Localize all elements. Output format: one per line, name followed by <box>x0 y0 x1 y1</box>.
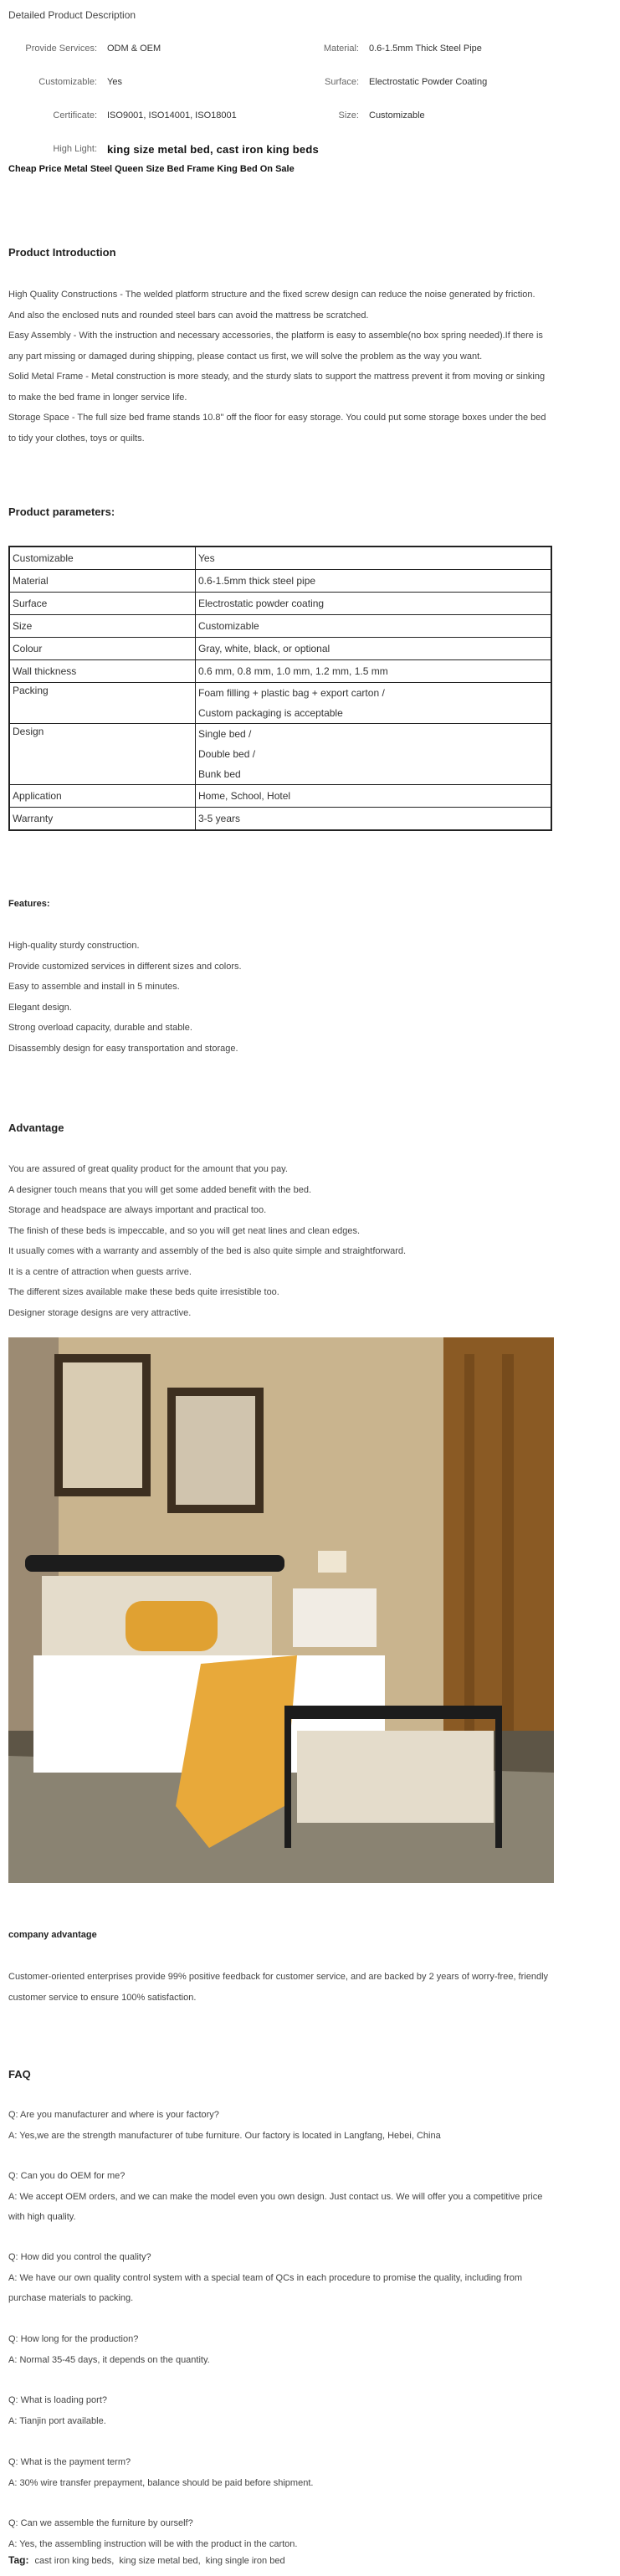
spec-table <box>8 32 535 166</box>
product-name: Cheap Price Metal Steel Queen Size Bed Frame King Bed On Sale <box>8 164 295 174</box>
faq-question: Q: What is the payment term? <box>8 2457 131 2467</box>
advantage-heading: Advantage <box>8 1121 64 1134</box>
faq-item <box>8 2166 611 2228</box>
tag-link[interactable]: cast iron king beds <box>34 2556 112 2566</box>
param-value: Yes <box>196 547 552 570</box>
param-value: 0.6-1.5mm thick steel pipe <box>196 570 552 593</box>
faq-item <box>8 2105 611 2146</box>
spec-label: Customizable: <box>38 77 97 87</box>
params-table <box>8 546 552 831</box>
param-value: Electrostatic powder coating <box>196 593 552 615</box>
faq-answer: with high quality. <box>8 2212 76 2222</box>
table-row <box>9 724 551 785</box>
spec-row <box>8 99 535 132</box>
photo-footboard-post <box>284 1706 291 1848</box>
param-value: Gray, white, black, or optional <box>196 638 552 660</box>
table-row <box>9 808 551 831</box>
feature-item: Elegant design. <box>8 1002 72 1013</box>
tag-label: Tag: <box>8 2554 29 2566</box>
faq-answer: A: Yes, the assembling instruction will be with the product in the carton. <box>8 2538 298 2549</box>
intro-line: And also the enclosed nuts and rounded steel bars can avoid the mattress be scratched. <box>8 310 369 321</box>
company-text <box>8 1967 611 2008</box>
param-value: Customizable <box>196 615 552 638</box>
spec-label: Provide Services: <box>25 44 97 54</box>
intro-line: Easy Assembly - With the instruction and necessary accessories, the platform is easy to assemble(no box spring needed).If there is <box>8 331 543 341</box>
bedroom-photo-illustration <box>8 1337 554 1883</box>
faq-answer: A: 30% wire transfer prepayment, balance should be paid before shipment. <box>8 2477 314 2488</box>
faq-question: Q: Can we assemble the furniture by ourself? <box>8 2518 193 2528</box>
param-value: 0.6 mm, 0.8 mm, 1.0 mm, 1.2 mm, 1.5 mm <box>196 660 552 683</box>
company-heading: company advantage <box>8 1930 97 1940</box>
faq-question: Q: How long for the production? <box>8 2334 139 2344</box>
faq-answer: A: We have our own quality control system with a special team of QCs in each procedure to promise the quality, including from <box>8 2272 523 2283</box>
param-value: 3-5 years <box>196 808 552 831</box>
photo-pillow <box>126 1601 218 1651</box>
spec-row <box>8 65 535 99</box>
faq-question: Q: How did you control the quality? <box>8 2252 151 2262</box>
table-row <box>9 785 551 808</box>
table-row <box>9 570 551 593</box>
param-value: Single bed / Double bed / Bunk bed <box>196 724 552 785</box>
company-line: Customer-oriented enterprises provide 99% positive feedback for customer service, and are backed by 2 years of worry-free, friendly <box>8 1972 549 1982</box>
photo-curtain-fold <box>502 1354 514 1731</box>
table-row <box>9 638 551 660</box>
spec-value: 0.6-1.5mm Thick Steel Pipe <box>369 44 482 54</box>
param-key: Wall thickness <box>9 660 196 683</box>
faq-item <box>8 2452 611 2493</box>
spec-value: ISO9001, ISO14001, ISO18001 <box>107 110 237 121</box>
spec-value: Yes <box>107 77 122 87</box>
faq-answer: A: Yes,we are the strength manufacturer of tube furniture. Our factory is located in Langfang, Hebei, China <box>8 2130 441 2141</box>
faq-item <box>8 2329 611 2370</box>
intro-line: Storage Space - The full size bed frame stands 10.8" off the floor for easy storage. You could put some storage boxes under the bed <box>8 413 546 423</box>
param-key: Size <box>9 615 196 638</box>
tag-link[interactable]: king single iron bed <box>205 2556 285 2566</box>
table-row <box>9 593 551 615</box>
tag-list: Tag: cast iron king beds, king size metal bed, king single iron bed <box>8 2554 285 2566</box>
advantage-item: It is a centre of attraction when guests arrive. <box>8 1266 192 1277</box>
param-key: Material <box>9 570 196 593</box>
param-key: Warranty <box>9 808 196 831</box>
faq-item <box>8 2513 611 2554</box>
photo-frame-left-inner <box>63 1362 142 1488</box>
features-list <box>8 936 611 1059</box>
advantage-item: Storage and headspace are always important and practical too. <box>8 1205 267 1215</box>
params-heading: Product parameters: <box>8 505 115 518</box>
faq-item <box>8 2390 611 2431</box>
advantage-item: You are assured of great quality product for the amount that you pay. <box>8 1164 288 1174</box>
feature-item: Provide customized services in different sizes and colors. <box>8 961 242 972</box>
table-row <box>9 683 551 724</box>
photo-frame-right-inner <box>176 1396 255 1505</box>
param-key: Packing <box>9 683 196 724</box>
faq-question: Q: Are you manufacturer and where is your factory? <box>8 2110 219 2120</box>
faq-question: Q: What is loading port? <box>8 2395 108 2405</box>
param-key: Colour <box>9 638 196 660</box>
photo-curtain <box>443 1337 554 1731</box>
spec-value: ODM & OEM <box>107 44 161 54</box>
faq-answer: A: We accept OEM orders, and we can make the model even you own design. Just contact us. We will offer you a competitive price <box>8 2191 543 2202</box>
faq-item <box>8 2247 611 2309</box>
features-heading: Features: <box>8 899 50 909</box>
feature-item: Disassembly design for easy transportation and storage. <box>8 1043 238 1054</box>
company-line: customer service to ensure 100% satisfaction. <box>8 1992 197 2003</box>
spec-row <box>8 32 535 65</box>
spec-value: Customizable <box>369 110 425 121</box>
photo-curtain-fold <box>464 1354 474 1731</box>
photo-lamp-shade <box>318 1551 346 1573</box>
high-light-value: king size metal bed, cast iron king beds <box>107 142 319 156</box>
spec-value: Electrostatic Powder Coating <box>369 77 488 87</box>
advantage-item: A designer touch means that you will get some added benefit with the bed. <box>8 1184 312 1195</box>
spec-label: Material: <box>323 44 359 54</box>
spec-row <box>8 132 535 166</box>
param-value: Foam filling + plastic bag + export carton / Custom packaging is acceptable <box>196 683 552 724</box>
product-photo <box>8 1337 554 1883</box>
faq-heading: FAQ <box>8 2068 31 2081</box>
high-light-label: High Light: <box>53 144 97 154</box>
param-key: Customizable <box>9 547 196 570</box>
faq-answer: A: Tianjin port available. <box>8 2415 106 2426</box>
advantage-item: The finish of these beds is impeccable, and so you will get neat lines and clean edges. <box>8 1225 361 1236</box>
intro-line: to tidy your clothes, toys or quilts. <box>8 433 145 444</box>
feature-item: High-quality sturdy construction. <box>8 941 140 951</box>
intro-heading: Product Introduction <box>8 246 116 259</box>
table-row <box>9 660 551 683</box>
detail-title: Detailed Product Description <box>8 9 136 21</box>
feature-item: Strong overload capacity, durable and stable. <box>8 1023 192 1033</box>
param-key: Application <box>9 785 196 808</box>
spec-label: Size: <box>338 110 359 121</box>
intro-line: to make the bed frame in longer service life. <box>8 392 187 403</box>
photo-footboard-post <box>495 1706 502 1848</box>
spec-label: Certificate: <box>53 110 97 121</box>
spec-label: Surface: <box>325 77 359 87</box>
param-value: Home, School, Hotel <box>196 785 552 808</box>
feature-item: Easy to assemble and install in 5 minutes. <box>8 982 180 992</box>
param-key: Surface <box>9 593 196 615</box>
faq-question: Q: Can you do OEM for me? <box>8 2171 126 2181</box>
table-row <box>9 615 551 638</box>
table-row <box>9 547 551 570</box>
photo-bed-headboard <box>25 1555 284 1572</box>
photo-nightstand <box>293 1588 377 1647</box>
intro-line: Solid Metal Frame - Metal construction is more steady, and the sturdy slats to support the mattress prevent it from moving or sinking <box>8 372 546 382</box>
advantage-item: It usually comes with a warranty and assembly of the bed is also quite simple and straightforward. <box>8 1246 407 1256</box>
advantage-list <box>8 1159 611 1323</box>
intro-text <box>8 285 611 449</box>
faq-answer: A: Normal 35-45 days, it depends on the quantity. <box>8 2354 210 2365</box>
intro-line: any part missing or damaged during shipping, please contact us first, we will solve the problem as the way you want. <box>8 351 483 362</box>
intro-line: High Quality Constructions - The welded platform structure and the fixed screw design can reduce the noise generated by friction. <box>8 290 535 300</box>
tag-link[interactable]: king size metal bed <box>119 2556 198 2566</box>
advantage-item: Designer storage designs are very attractive. <box>8 1307 192 1318</box>
advantage-item: The different sizes available make these beds quite irresistible too. <box>8 1287 279 1297</box>
photo-footboard <box>284 1706 502 1719</box>
param-key: Design <box>9 724 196 785</box>
faq-answer: purchase materials to packing. <box>8 2293 134 2303</box>
photo-footboard-panel <box>297 1731 494 1823</box>
